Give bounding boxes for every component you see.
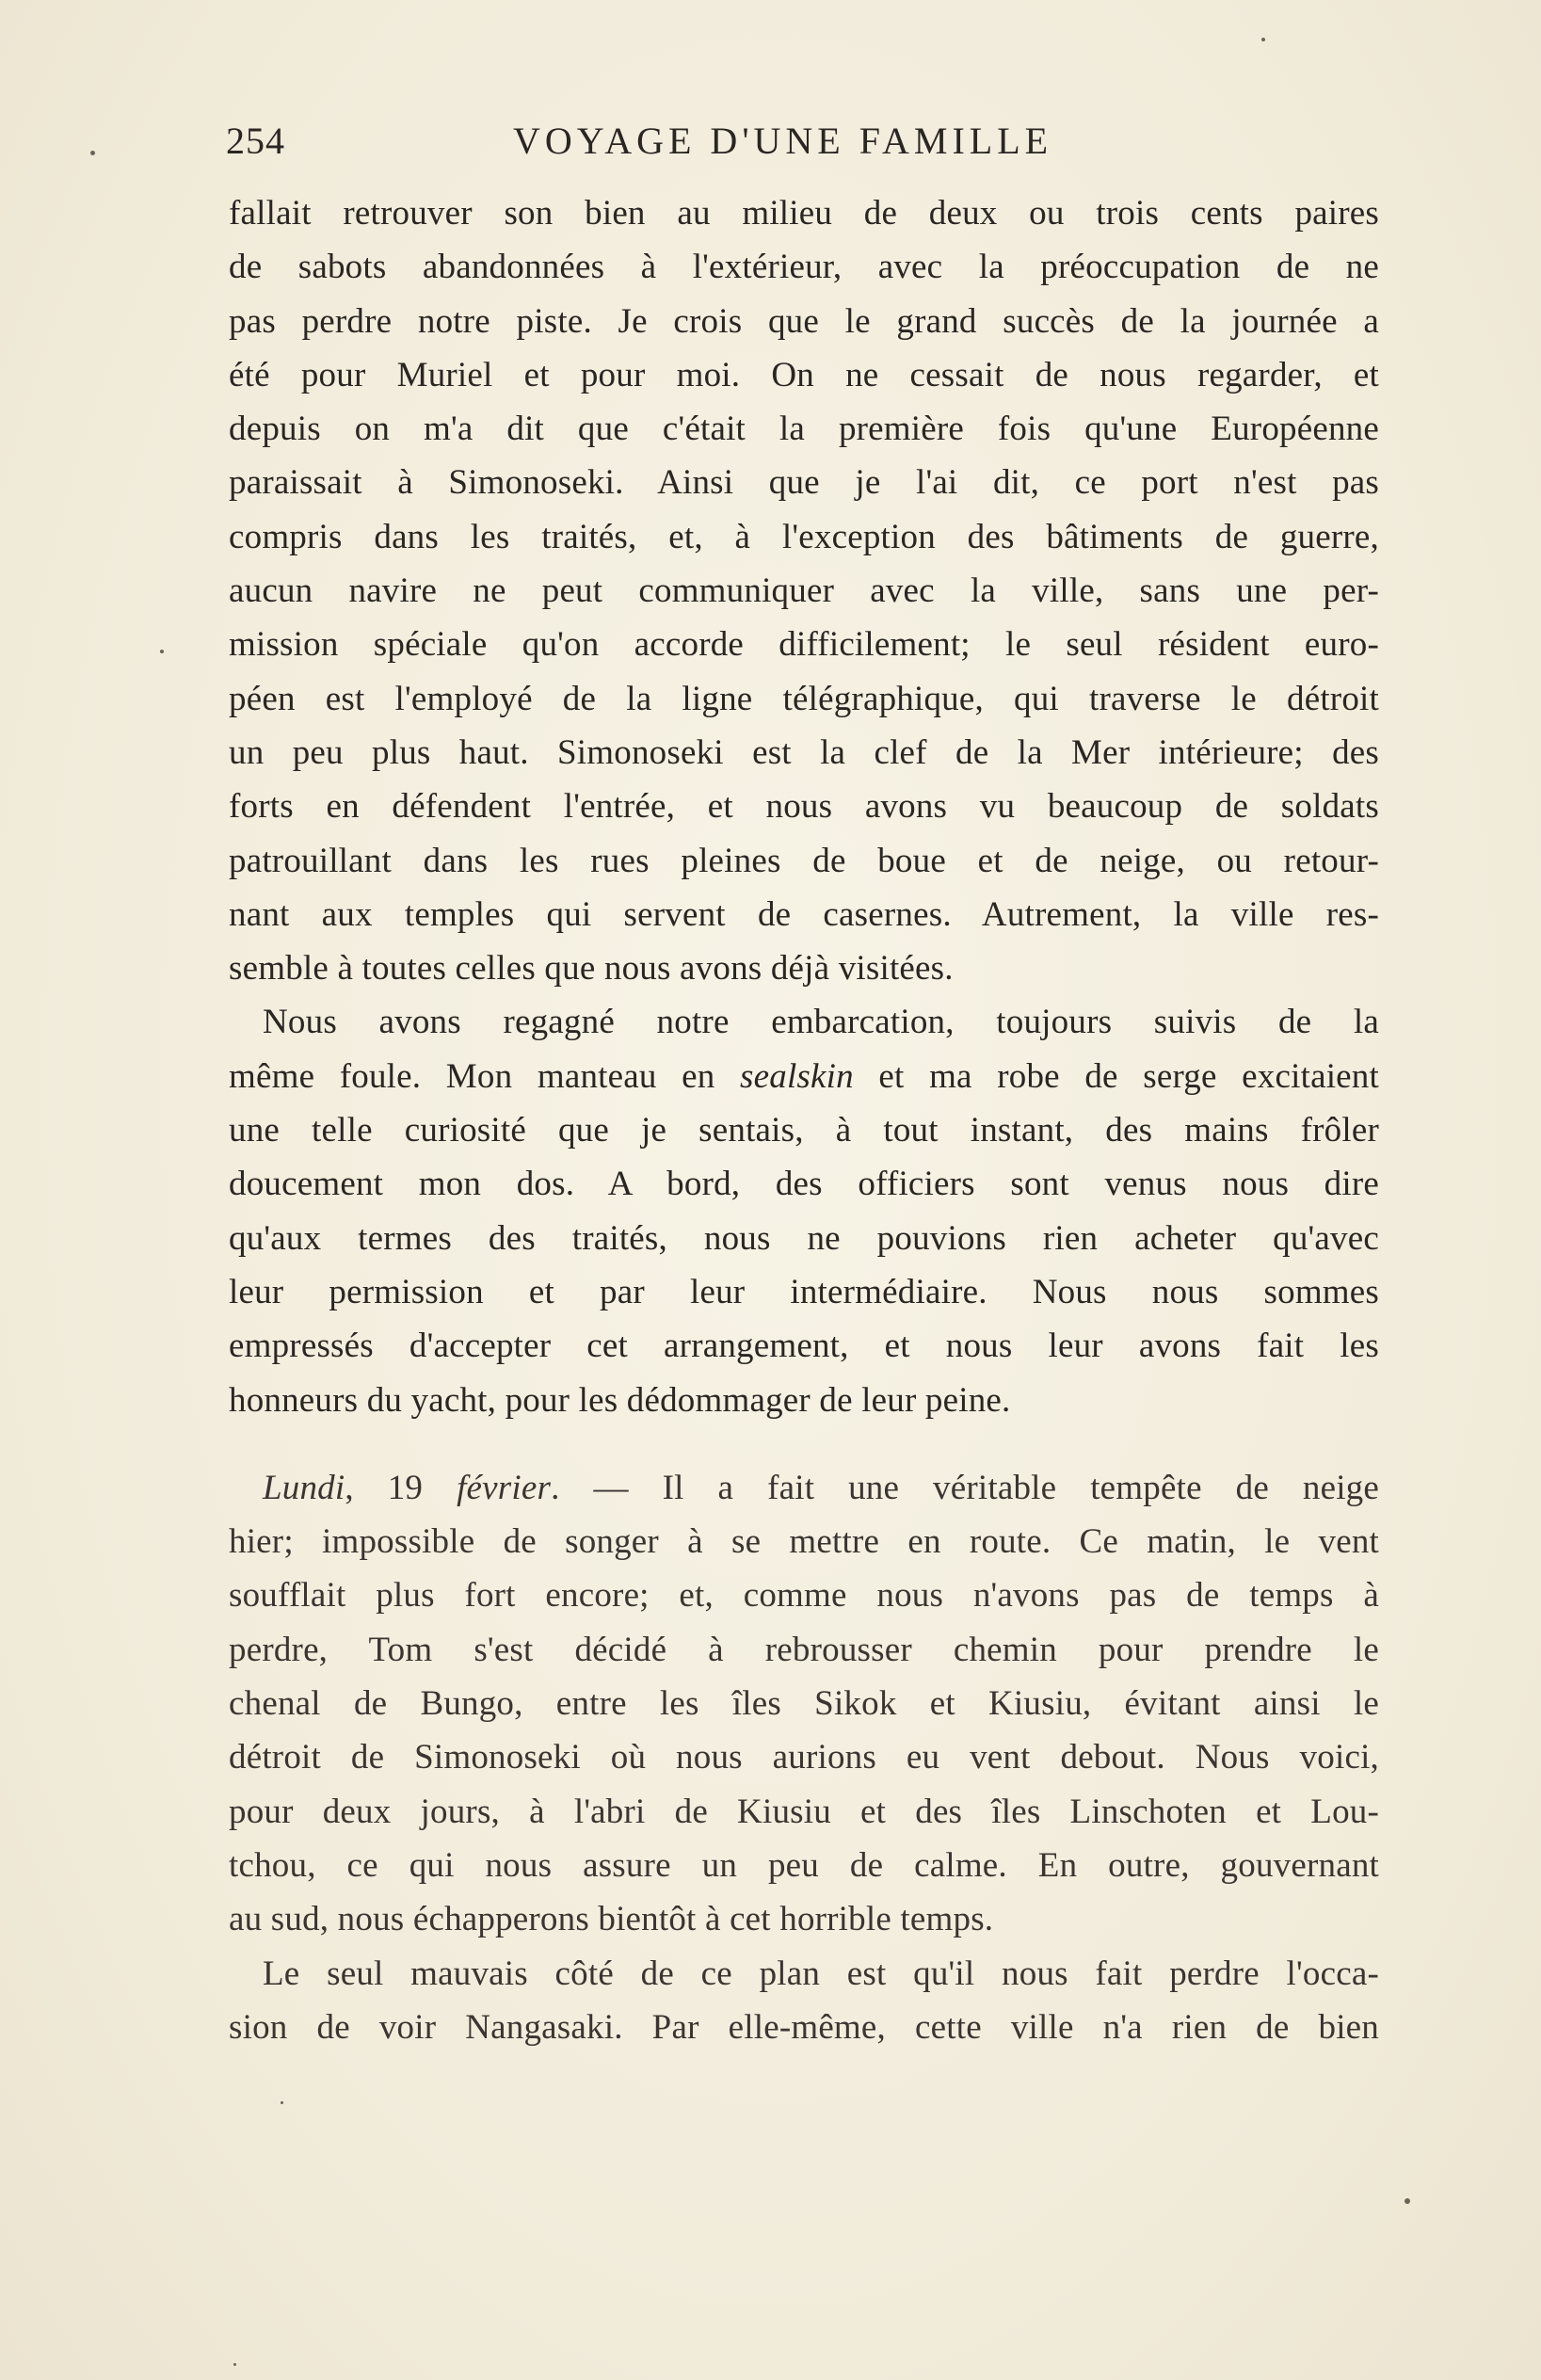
text-line: soufflait plus fort encore; et, comme nous n'avons pas de temps à bbox=[229, 1576, 1379, 1616]
page-number: 254 bbox=[226, 120, 285, 162]
text-segment: même foule. Mon manteau en bbox=[229, 1056, 715, 1096]
page-header bbox=[226, 111, 1384, 168]
paper-speck bbox=[281, 2101, 283, 2104]
paragraph-start: Le seul mauvais côté de ce plan est qu'il nous fait perdre l'occa- bbox=[263, 1954, 1379, 1993]
body-text bbox=[229, 186, 1379, 2054]
text-line: honneurs du yacht, pour les dédommager de leur peine. bbox=[229, 1380, 1011, 1420]
text-line: leur permission et par leur intermédiaire. Nous nous sommes bbox=[229, 1272, 1379, 1311]
text-line: paraissait à Simonoseki. Ainsi que je l'ai dit, ce port n'est pas bbox=[229, 463, 1379, 503]
text-line: détroit de Simonoseki où nous aurions eu vent debout. Nous voici, bbox=[229, 1738, 1379, 1777]
text-line: une telle curiosité que je sentais, à tout instant, des mains frôler bbox=[229, 1111, 1379, 1150]
text-segment: — Il a fait une véritable tempête de neige bbox=[593, 1468, 1379, 1507]
text-line: chenal de Bungo, entre les îles Sikok et Kiusiu, évitant ainsi le bbox=[229, 1684, 1379, 1724]
text-line: de sabots abandonnées à l'extérieur, avec la préoccupation de ne bbox=[229, 248, 1379, 287]
italic-word: sealskin bbox=[740, 1056, 854, 1096]
entry-first-line: Lundi, 19 février. — Il a fait une véritable tempête de neige bbox=[263, 1468, 1379, 1507]
paper-speck bbox=[160, 650, 164, 653]
text-line: sion de voir Nangasaki. Par elle-même, cette ville n'a rien de bien bbox=[229, 2007, 1379, 2047]
text-segment: et ma robe de serge excitaient bbox=[878, 1056, 1379, 1096]
running-title: VOYAGE D'UNE FAMILLE bbox=[513, 120, 1053, 162]
text-line: nant aux temples qui servent de casernes. Autrement, la ville res- bbox=[229, 894, 1379, 934]
text-line: aucun navire ne peut communiquer avec la ville, sans une per- bbox=[229, 571, 1379, 611]
text-line: patrouillant dans les rues pleines de boue et de neige, ou retour- bbox=[229, 841, 1379, 880]
text-line: empressés d'accepter cet arrangement, et nous leur avons fait les bbox=[229, 1327, 1379, 1366]
text-line: compris dans les traités, et, à l'exception des bâtiments de guerre, bbox=[229, 517, 1379, 556]
entry-date-number: 19 bbox=[387, 1468, 424, 1507]
text-line: péen est l'employé de la ligne télégraphique, qui traverse le détroit bbox=[229, 679, 1379, 718]
paper-speck bbox=[1261, 38, 1265, 41]
text-line: tchou, ce qui nous assure un peu de calme. En outre, gouvernant bbox=[229, 1845, 1379, 1885]
journal-entry bbox=[229, 1461, 1379, 2054]
text-line: pour deux jours, à l'abri de Kiusiu et des îles Linschoten et Lou- bbox=[229, 1792, 1379, 1831]
text-line: doucement mon dos. A bord, des officiers sont venus nous dire bbox=[229, 1165, 1379, 1204]
text-line: été pour Muriel et pour moi. On ne cessait de nous regarder, et bbox=[229, 355, 1379, 394]
paper-speck bbox=[233, 2363, 236, 2366]
text-line: mission spéciale qu'on accorde difficilement; le seul résident euro- bbox=[229, 625, 1379, 665]
text-line-with-italic bbox=[229, 1050, 1379, 1103]
text-line: fallait retrouver son bien au milieu de deux ou trois cents paires bbox=[229, 194, 1379, 233]
section-gap bbox=[229, 1427, 1379, 1461]
text-line: qu'aux termes des traités, nous ne pouvions rien acheter qu'avec bbox=[229, 1218, 1379, 1258]
text-line: pas perdre notre piste. Je crois que le grand succès de la journée a bbox=[229, 301, 1379, 341]
paper-speck bbox=[90, 151, 95, 155]
text-line: hier; impossible de songer à se mettre en route. Ce matin, le vent bbox=[229, 1522, 1379, 1562]
text-line: forts en défendent l'entrée, et nous avons vu beaucoup de soldats bbox=[229, 787, 1379, 827]
text-line: perdre, Tom s'est décidé à rebrousser chemin pour prendre le bbox=[229, 1630, 1379, 1669]
text-line: depuis on m'a dit que c'était la première fois qu'une Européenne bbox=[229, 410, 1379, 449]
entry-month: février bbox=[457, 1468, 552, 1507]
paragraph-start: Nous avons regagné notre embarcation, toujours suivis de la bbox=[263, 1003, 1379, 1042]
entry-day: Lundi bbox=[263, 1468, 345, 1507]
text-line: au sud, nous échapperons bientôt à cet horrible temps. bbox=[229, 1900, 994, 1939]
text-line: semble à toutes celles que nous avons déjà visitées. bbox=[229, 949, 954, 989]
paper-speck bbox=[1405, 2198, 1410, 2204]
text-line: un peu plus haut. Simonoseki est la clef de la Mer intérieure; des bbox=[229, 732, 1379, 772]
